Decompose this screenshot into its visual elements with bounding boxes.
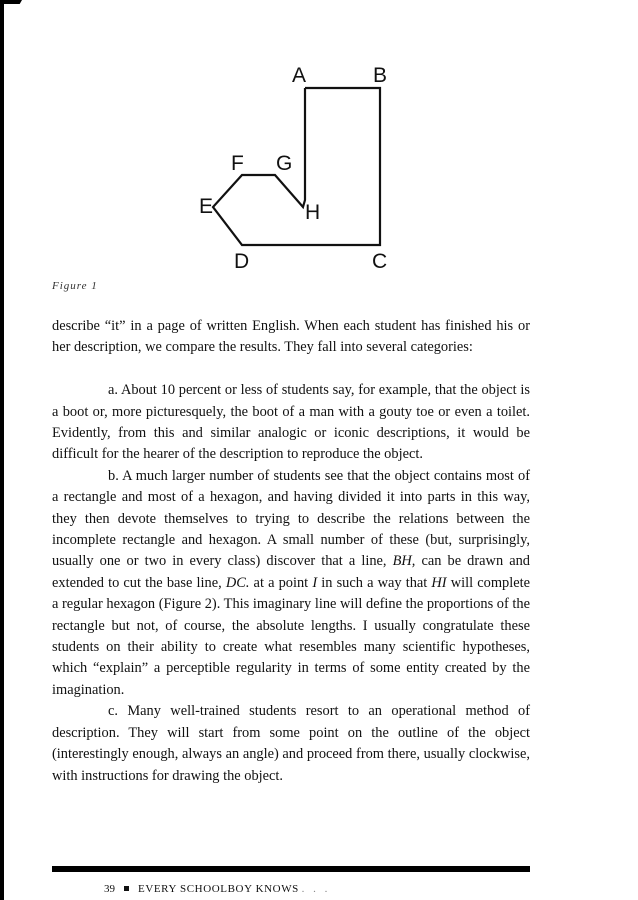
figure-caption: Figure 1 — [52, 280, 98, 292]
label-C: C — [372, 250, 388, 273]
paragraph-b-text-4: in such a way that — [317, 574, 432, 591]
label-F: F — [231, 152, 244, 175]
paragraph-b-text-2: can be drawn and extended to cut the base line, — [52, 553, 530, 591]
running-title: EVERY SCHOOLBOY KNOWS — [138, 883, 299, 895]
page-footer — [104, 883, 330, 895]
label-B: B — [373, 64, 388, 87]
running-title-dots: . . . — [301, 883, 331, 895]
label-A: A — [292, 64, 307, 87]
label-E: E — [199, 195, 214, 218]
paragraph-1: describe “it” in a page of written English. When each student has finished his or her description, we compare the results. They fall into several categories: — [52, 318, 530, 356]
line-bh: BH, — [392, 553, 416, 570]
label-G: G — [276, 152, 293, 175]
square-bullet-icon — [124, 886, 129, 891]
figure-1-diagram — [0, 0, 638, 300]
point-i: I — [312, 574, 318, 591]
paragraph-b-text-1: b. A much larger number of students see that the object contains most of a rectangle and most of a hexagon, and having divided it into parts in this way, they then devote themselves to trying to describe the relations between the incomplete rectangle and hexagon. A small number of these (but, surprisingly, usually one or two in every class) discover that a line, — [52, 467, 530, 570]
page-number: 39 — [104, 883, 115, 895]
paragraph-b-text-5: will complete a regular hexagon (Figure 2). This imaginary line will define the proportions of the rectangle but not, of course, the absolute lengths. I usually congratulate these students on their ability to create what resembles many scientific hypotheses, which “explain” a perceptible regularity in terms of some entity created by the imagination. — [52, 574, 530, 698]
footer-rule — [52, 866, 530, 872]
paragraph-c: c. Many well-trained students resort to an operational method of description. They will start from some point on the outline of the object (interestingly enough, always an angle) and proceed from there, usually clockwise, with instructions for drawing the object. — [52, 703, 530, 784]
label-H: H — [305, 201, 321, 224]
label-D: D — [234, 250, 250, 273]
paragraph-b-text-3: at a point — [249, 574, 313, 591]
paragraph-a: a. About 10 percent or less of students say, for example, that the object is a boot or, more picturesquely, the boot of a man with a gouty toe or even a toilet. Evidently, from this and similar analogic or iconic descriptions, it would be difficult for the hearer of the description to reproduce the object. — [52, 382, 530, 463]
body-text — [52, 316, 530, 787]
paragraph-b — [52, 466, 530, 701]
line-dc: DC. — [225, 574, 250, 591]
line-hi: HI — [431, 574, 447, 591]
